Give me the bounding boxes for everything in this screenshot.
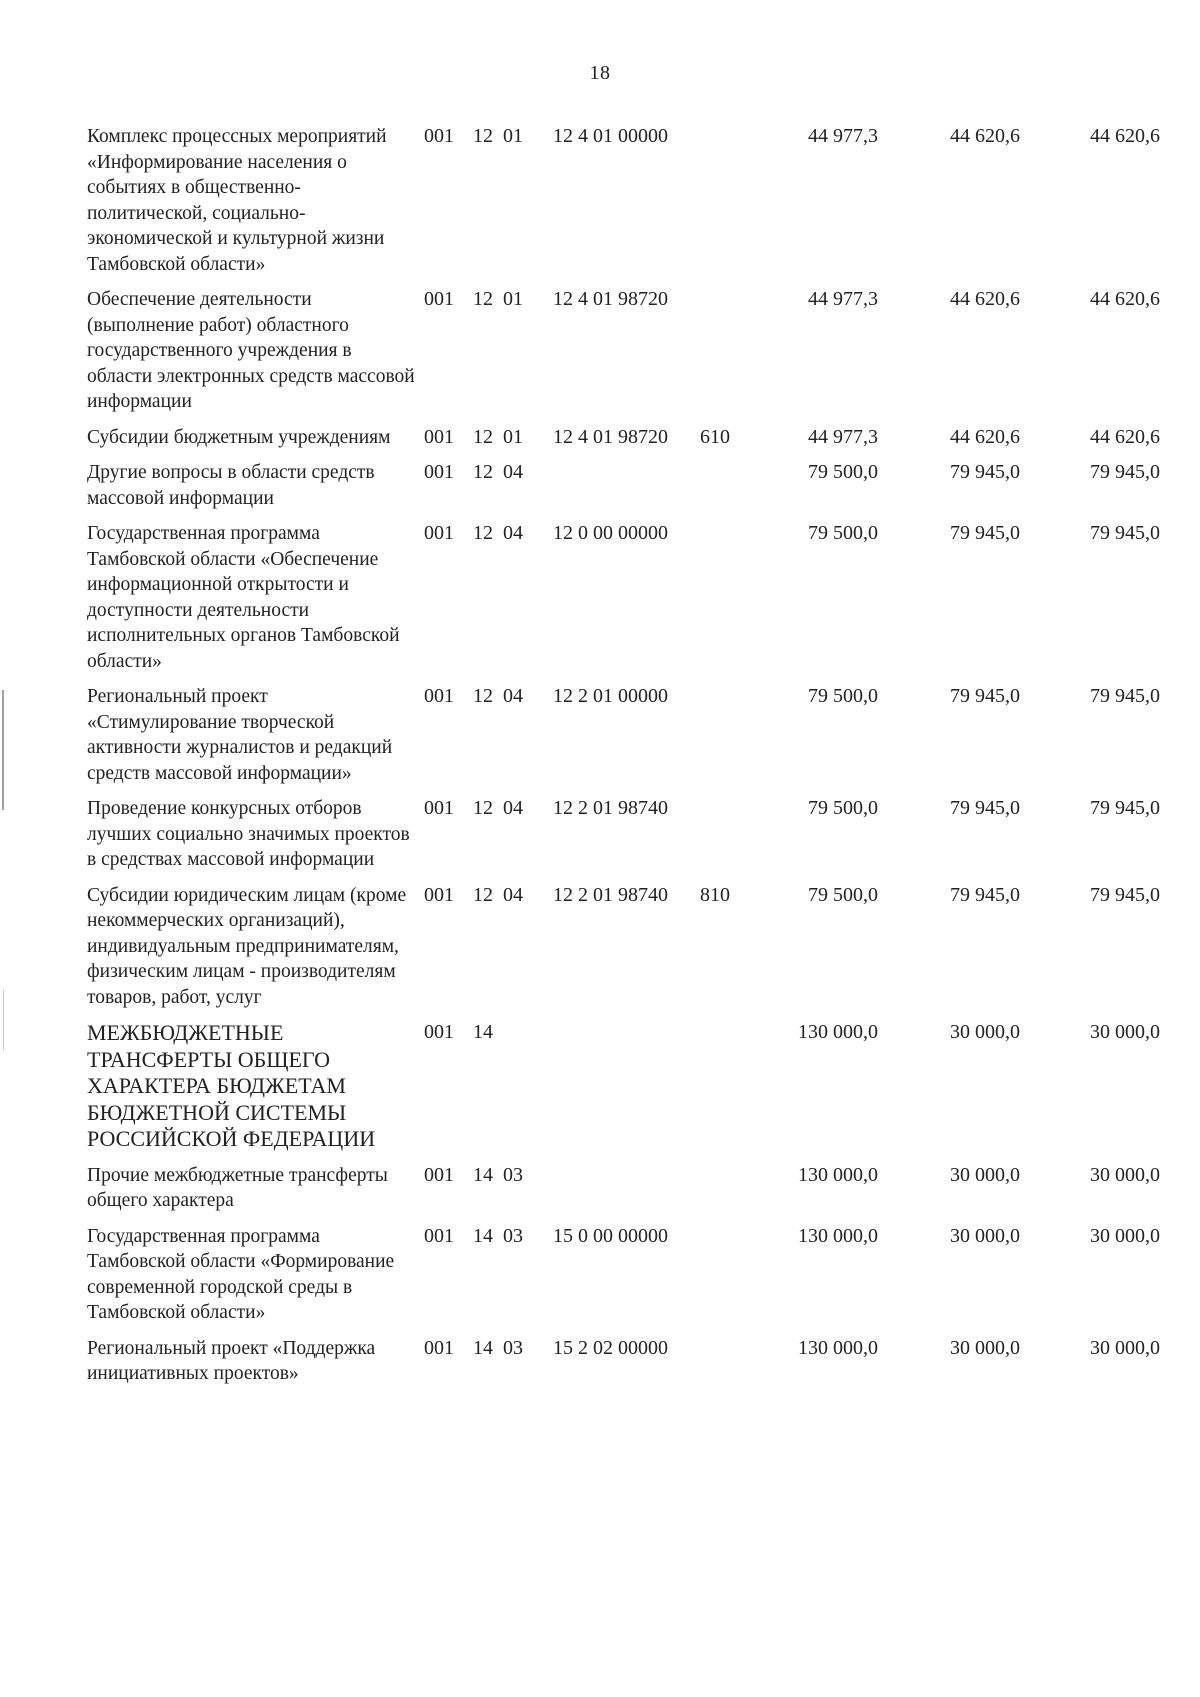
budget-table	[0, 124, 1200, 1397]
row-name: Государственная программа Тамбовской области «Формирование современной городской среды в Тамбовской области»	[87, 1225, 395, 1323]
cell-grbs: 001	[424, 1021, 454, 1043]
cell-section: 14	[473, 1021, 493, 1043]
cell-target-item: 12 0 00 00000	[553, 522, 668, 544]
cell-amount-3: 30 000,0	[1090, 1336, 1160, 1359]
scan-edge-mark	[2, 690, 4, 810]
cell-grbs: 001	[424, 1163, 454, 1186]
cell-amount-2: 44 620,6	[950, 288, 1020, 310]
cell-section: 14	[473, 1163, 493, 1186]
cell-amount-1: 79 500,0	[808, 883, 878, 906]
cell-amount-3: 44 620,6	[1090, 288, 1160, 310]
cell-amount-3: 79 945,0	[1090, 461, 1160, 483]
cell-target-item: 12 4 01 98720	[553, 288, 668, 310]
cell-target-item: 15 2 02 00000	[553, 1336, 668, 1359]
cell-section: 14	[473, 1224, 493, 1247]
cell-amount-2: 30 000,0	[950, 1224, 1020, 1247]
scan-edge-mark	[3, 990, 4, 1050]
cell-target-item: 15 0 00 00000	[553, 1224, 668, 1247]
table-row	[0, 1163, 1200, 1214]
cell-amount-3: 44 620,6	[1090, 425, 1160, 448]
cell-grbs: 001	[424, 461, 454, 483]
cell-subsection: 03	[503, 1336, 523, 1359]
table-row	[0, 1224, 1200, 1326]
cell-grbs: 001	[424, 288, 454, 310]
cell-amount-1: 130 000,0	[798, 1021, 878, 1043]
cell-target-item: 12 2 01 98740	[553, 883, 668, 906]
cell-amount-2: 79 945,0	[950, 522, 1020, 544]
cell-target-item: 12 4 01 98720	[553, 425, 668, 448]
cell-expense-type: 610	[700, 425, 730, 448]
cell-grbs: 001	[424, 522, 454, 544]
cell-subsection: 03	[503, 1224, 523, 1247]
cell-amount-1: 79 500,0	[808, 522, 878, 544]
cell-amount-3: 79 945,0	[1090, 522, 1160, 544]
row-name: Прочие межбюджетные трансферты общего характера	[87, 1164, 388, 1211]
table-row	[0, 124, 1200, 277]
cell-amount-2: 79 945,0	[950, 797, 1020, 819]
cell-target-item: 12 2 01 98740	[553, 797, 668, 819]
cell-subsection: 04	[503, 522, 523, 544]
table-row	[0, 883, 1200, 1011]
cell-subsection: 04	[503, 797, 523, 819]
cell-amount-1: 79 500,0	[808, 461, 878, 483]
cell-amount-2: 30 000,0	[950, 1021, 1020, 1043]
cell-amount-1: 44 977,3	[808, 288, 878, 310]
row-name: Субсидии юридическим лицам (кроме некоммерческих организаций), индивидуальным предпринимателям, физическим лицам - производителям товаров, работ, услуг	[87, 884, 407, 1008]
cell-grbs: 001	[424, 685, 454, 707]
cell-amount-3: 30 000,0	[1090, 1163, 1160, 1186]
cell-grbs: 001	[424, 883, 454, 906]
cell-subsection: 01	[503, 425, 523, 448]
cell-section: 12	[473, 522, 493, 544]
table-row	[0, 796, 1200, 873]
row-name: Комплекс процессных мероприятий «Информирование населения о событиях в общественно-политической, социально-экономической и культурной жизни Тамбовской области»	[87, 126, 387, 275]
cell-amount-2: 44 620,6	[950, 425, 1020, 448]
cell-amount-1: 44 977,3	[808, 125, 878, 147]
cell-amount-3: 79 945,0	[1090, 797, 1160, 819]
cell-subsection: 04	[503, 685, 523, 707]
cell-section: 12	[473, 288, 493, 310]
page-number: 18	[589, 62, 611, 84]
table-row	[0, 425, 1200, 451]
cell-amount-1: 79 500,0	[808, 685, 878, 707]
cell-grbs: 001	[424, 1336, 454, 1359]
cell-grbs: 001	[424, 797, 454, 819]
row-name: Региональный проект «Поддержка инициативных проектов»	[87, 1337, 376, 1384]
cell-subsection: 01	[503, 288, 523, 310]
cell-section: 12	[473, 685, 493, 707]
table-row-section	[0, 1020, 1200, 1153]
cell-subsection: 04	[503, 883, 523, 906]
cell-amount-1: 130 000,0	[798, 1224, 878, 1247]
cell-amount-3: 30 000,0	[1090, 1021, 1160, 1043]
cell-amount-2: 79 945,0	[950, 685, 1020, 707]
cell-grbs: 001	[424, 425, 454, 448]
cell-amount-3: 79 945,0	[1090, 883, 1160, 906]
cell-amount-2: 79 945,0	[950, 883, 1020, 906]
table-row	[0, 521, 1200, 674]
row-name: Проведение конкурсных отборов лучших социально значимых проектов в средствах массовой информации	[87, 798, 410, 870]
cell-subsection: 03	[503, 1163, 523, 1186]
table-row	[0, 287, 1200, 415]
cell-grbs: 001	[424, 1224, 454, 1247]
cell-amount-2: 30 000,0	[950, 1163, 1020, 1186]
cell-amount-1: 79 500,0	[808, 797, 878, 819]
cell-subsection: 04	[503, 461, 523, 483]
cell-section: 14	[473, 1336, 493, 1359]
row-name: Государственная программа Тамбовской области «Обеспечение информационной открытости и доступности деятельности исполнительных органов Тамбовской области»	[87, 523, 400, 672]
cell-amount-2: 30 000,0	[950, 1336, 1020, 1359]
cell-expense-type: 810	[700, 883, 730, 906]
cell-amount-3: 30 000,0	[1090, 1224, 1160, 1247]
cell-section: 12	[473, 125, 493, 147]
row-name: Обеспечение деятельности (выполнение работ) областного государственного учреждения в области электронных средств массовой информации	[87, 289, 415, 412]
row-name: Другие вопросы в области средств массовой информации	[87, 462, 375, 509]
cell-amount-1: 130 000,0	[798, 1163, 878, 1186]
cell-target-item: 12 2 01 00000	[553, 685, 668, 707]
row-name: МЕЖБЮДЖЕТНЫЕ ТРАНСФЕРТЫ ОБЩЕГО ХАРАКТЕРА БЮДЖЕТАМ БЮДЖЕТНОЙ СИСТЕМЫ РОССИЙСКОЙ ФЕДЕРАЦИИ	[87, 1020, 376, 1151]
cell-section: 12	[473, 797, 493, 819]
cell-amount-3: 79 945,0	[1090, 685, 1160, 707]
row-name: Региональный проект «Стимулирование творческой активности журналистов и редакций средств массовой информации»	[87, 686, 393, 784]
cell-amount-2: 79 945,0	[950, 461, 1020, 483]
table-row	[0, 1336, 1200, 1387]
cell-amount-1: 44 977,3	[808, 425, 878, 448]
cell-amount-1: 130 000,0	[798, 1336, 878, 1359]
row-name: Субсидии бюджетным учреждениям	[87, 426, 391, 448]
cell-section: 12	[473, 461, 493, 483]
table-row	[0, 684, 1200, 786]
cell-section: 12	[473, 883, 493, 906]
cell-subsection: 01	[503, 125, 523, 147]
cell-amount-2: 44 620,6	[950, 125, 1020, 147]
cell-section: 12	[473, 425, 493, 448]
table-row	[0, 460, 1200, 511]
cell-amount-3: 44 620,6	[1090, 125, 1160, 147]
cell-grbs: 001	[424, 125, 454, 147]
cell-target-item: 12 4 01 00000	[553, 125, 668, 147]
